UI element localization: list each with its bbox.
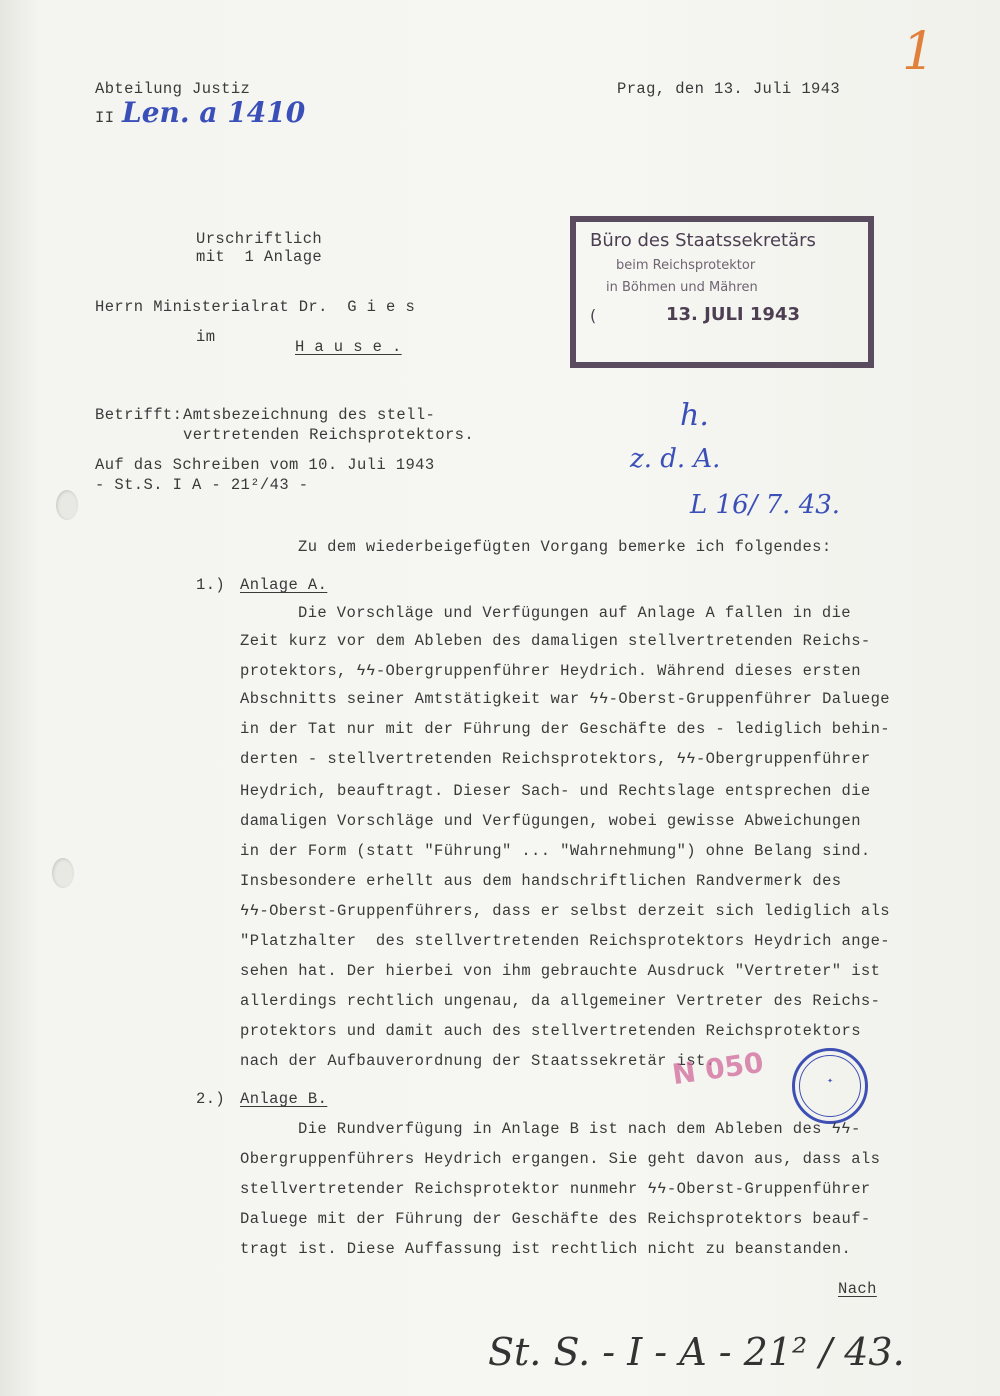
section1-line: protektors und damit auch des stellvertretenden Reichsprotektors bbox=[240, 1022, 861, 1040]
recipient-place: H a u s e . bbox=[295, 338, 402, 356]
ref-prefix: II bbox=[95, 109, 115, 127]
section1-line: Insbesondere erhellt aus dem handschriftlichen Randvermerk des bbox=[240, 872, 842, 890]
stamp-line-2: beim Reichsprotektor bbox=[616, 258, 756, 273]
recipient-line-1: Herrn Ministerialrat Dr. G i e s bbox=[95, 298, 416, 316]
handwritten-file-number: St. S. - I - A - 21² / 43. bbox=[488, 1330, 905, 1374]
handwritten-mark-2: z. d. A. bbox=[630, 444, 721, 474]
section1-title: Anlage A. bbox=[240, 576, 328, 594]
section1-line: nach der Aufbauverordnung der Staatssekretär ist. bbox=[240, 1052, 716, 1070]
archive-seal bbox=[792, 1048, 868, 1124]
corner-page-mark: 1 bbox=[902, 22, 936, 82]
section1-line: protektors, ϟϟ-Obergruppenführer Heydrich. Während dieses ersten bbox=[240, 662, 861, 680]
section1-line: damaligen Vorschläge und Verfügungen, wobei gewisse Abweichungen bbox=[240, 812, 861, 830]
reference-line-1: Auf das Schreiben vom 10. Juli 1943 bbox=[95, 456, 435, 474]
punch-hole-lower bbox=[52, 858, 74, 888]
punch-hole-upper bbox=[56, 490, 78, 520]
continuation-word: Nach bbox=[838, 1280, 877, 1298]
intro-sentence: Zu dem wiederbeigefügten Vorgang bemerke ich folgendes: bbox=[298, 538, 832, 556]
enclosure-line-1: Urschriftlich bbox=[196, 230, 323, 248]
section1-line: Heydrich, beauftragt. Dieser Sach- und Rechtslage entsprechen die bbox=[240, 782, 871, 800]
subject-line-2: vertretenden Reichsprotektors. bbox=[183, 426, 475, 444]
enclosure-line-2: mit 1 Anlage bbox=[196, 248, 323, 266]
section2-line: tragt ist. Diese Auffassung ist rechtlich nicht zu beanstanden. bbox=[240, 1240, 852, 1258]
section2-line: Die Rundverfügung in Anlage B ist nach dem Ableben des ϟϟ- bbox=[298, 1120, 861, 1138]
section1-line: ϟϟ-Oberst-Gruppenführers, dass er selbst derzeit sich lediglich als bbox=[240, 902, 891, 920]
section1-line: Abschnitts seiner Amtstätigkeit war ϟϟ-Oberst-Gruppenführer Daluege bbox=[240, 690, 891, 708]
office-receipt-stamp bbox=[570, 216, 874, 368]
section1-line: sehen hat. Der hierbei von ihm gebrauchte Ausdruck "Vertreter" ist bbox=[240, 962, 881, 980]
reference-line-2: - St.S. I A - 21²/43 - bbox=[95, 476, 309, 494]
handwritten-mark-1: h. bbox=[680, 398, 709, 433]
department-name: Abteilung Justiz bbox=[95, 80, 251, 98]
stamp-line-3: in Böhmen und Mähren bbox=[606, 280, 758, 295]
section1-line: derten - stellvertretenden Reichsprotektors, ϟϟ-Obergruppenführer bbox=[240, 750, 871, 768]
handwritten-mark-3: L 16/ 7. 43. bbox=[690, 490, 841, 520]
recipient-im: im bbox=[196, 328, 216, 346]
section1-line: "Platzhalter des stellvertretenden Reichsprotektors Heydrich ange- bbox=[240, 932, 891, 950]
section1-line: Die Vorschläge und Verfügungen auf Anlage A fallen in die bbox=[298, 604, 851, 622]
place-date: Prag, den 13. Juli 1943 bbox=[617, 80, 841, 98]
subject-label: Betrifft: bbox=[95, 406, 183, 424]
section1-line: Zeit kurz vor dem Ableben des damaligen stellvertretenden Reichs- bbox=[240, 632, 871, 650]
section2-number: 2.) bbox=[196, 1090, 226, 1108]
seal-emblem-icon: ✦ bbox=[827, 1077, 833, 1085]
stamp-mark: ( bbox=[590, 306, 597, 325]
stamp-office-line: Büro des Staatssekretärs bbox=[590, 230, 816, 251]
section2-title: Anlage B. bbox=[240, 1090, 328, 1108]
section2-line: Daluege mit der Führung der Geschäfte des Reichsprotektors beauf- bbox=[240, 1210, 871, 1228]
subject-line-1: Amtsbezeichnung des stell- bbox=[183, 406, 436, 424]
section1-line: allerdings rechtlich ungenau, da allgemeiner Vertreter des Reichs- bbox=[240, 992, 881, 1010]
section1-number: 1.) bbox=[196, 576, 226, 594]
handwritten-reference: Len. a 1410 bbox=[122, 96, 306, 129]
seal-ring bbox=[799, 1055, 861, 1117]
stamp-date: 13. JULI 1943 bbox=[666, 304, 800, 325]
red-archive-stamp: N 050 bbox=[670, 1045, 766, 1092]
section2-line: stellvertretender Reichsprotektor nunmehr ϟϟ-Oberst-Gruppenführer bbox=[240, 1180, 871, 1198]
section1-line: in der Tat nur mit der Führung der Geschäfte des - lediglich behin- bbox=[240, 720, 891, 738]
section2-line: Obergruppenführers Heydrich ergangen. Sie geht davon aus, dass als bbox=[240, 1150, 881, 1168]
section1-line: in der Form (statt "Führung" ... "Wahrnehmung") ohne Belang sind. bbox=[240, 842, 871, 860]
